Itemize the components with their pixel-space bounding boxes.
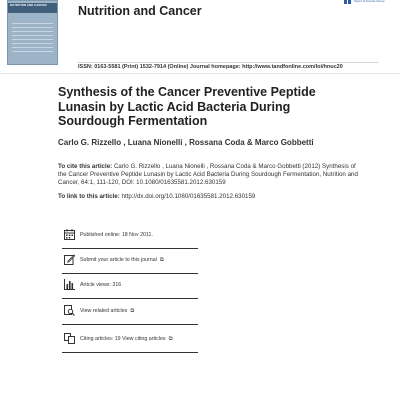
citing-articles-item[interactable] <box>62 330 198 353</box>
citation-block <box>58 163 358 187</box>
related-articles-item[interactable] <box>62 302 198 325</box>
cover-band-text: NUTRITION AND CANCER <box>10 3 47 7</box>
submit-article-link[interactable]: Submit your article to this journal ⧉ <box>80 257 164 263</box>
doi-link[interactable]: http://dx.doi.org/10.1080/01635581.2012.630159 <box>121 193 256 200</box>
article-title: Synthesis of the Cancer Preventive Peptide Lunasin by Lactic Acid Bacteria During Sourdough Fermentation <box>58 85 316 128</box>
journal-cover-image <box>7 0 58 65</box>
journal-title: Nutrition and Cancer <box>78 4 202 18</box>
calendar-icon <box>64 229 75 240</box>
external-link-icon: ⧉ <box>168 336 173 342</box>
published-online-item <box>62 226 198 249</box>
issn-homepage-line[interactable]: ISSN: 0163-5581 (Print) 1532-7914 (Online) Journal homepage: http://www.tandfonline.com/loi/hnuc20 <box>78 64 343 70</box>
article-views-item <box>62 276 198 299</box>
related-articles-link[interactable]: View related articles ⧉ <box>80 308 135 314</box>
cite-label: To cite this article: <box>58 163 113 170</box>
link-label: To link to this article: <box>58 193 120 200</box>
submit-article-item[interactable] <box>62 251 198 274</box>
external-link-icon: ⧉ <box>159 257 164 263</box>
related-search-icon <box>64 305 75 316</box>
citing-articles-link[interactable]: Citing articles: 19 View citing articles ⧉ <box>80 336 173 342</box>
cover-decoration <box>12 23 53 53</box>
article-views: Article views: 316 <box>80 282 122 288</box>
cover-band <box>8 3 57 13</box>
edit-icon <box>64 254 75 265</box>
divider <box>78 62 378 63</box>
publisher-name: Taylor & Francis Group <box>354 0 385 3</box>
cite-text: Carlo G. Rizzello , Luana Nionelli , Rossana Coda & Marco Gobbetti (2012) Synthesis of the Cancer Preventive Peptide Lunasin by Lactic Acid Bacteria During Sourdough Fermentation, Nutrition and Cancer, 64:1, 111-120, DOI: 10.1080/01635581.2012.630159 <box>58 163 358 186</box>
bar-chart-icon <box>64 279 75 290</box>
article-link-line <box>58 193 255 200</box>
external-link-icon: ⧉ <box>130 308 135 314</box>
published-date: Published online: 18 Nov 2011. <box>80 232 153 238</box>
divider <box>0 73 400 74</box>
citing-articles-icon <box>64 333 75 344</box>
article-authors: Carlo G. Rizzello , Luana Nionelli , Rossana Coda & Marco Gobbetti <box>58 138 314 147</box>
